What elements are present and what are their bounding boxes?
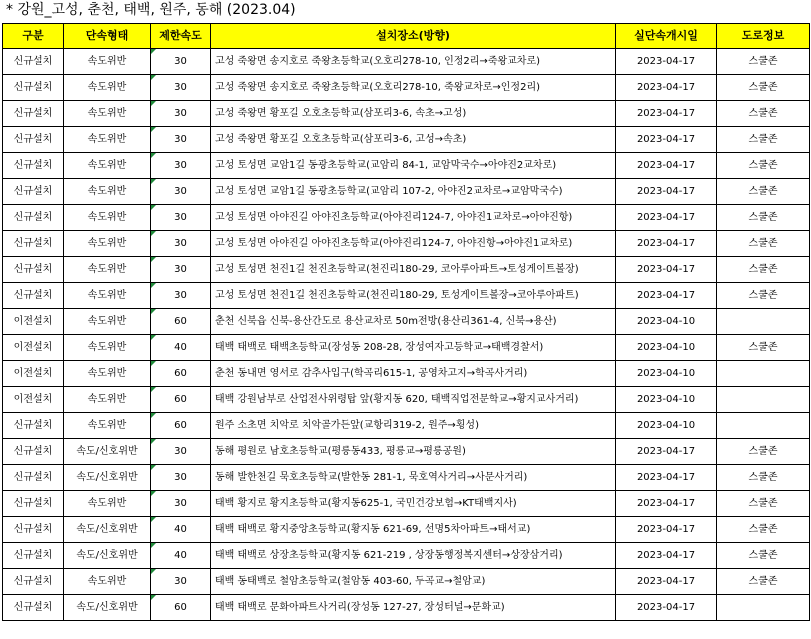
table-row xyxy=(3,439,810,465)
camera-table xyxy=(2,23,810,621)
table-row xyxy=(3,75,810,101)
cell-road-info: 스쿨존 xyxy=(717,543,810,569)
cell-speed-limit: 30 xyxy=(151,439,211,465)
cell-speed-limit: 30 xyxy=(151,205,211,231)
cell-category: 신규설치 xyxy=(3,231,64,257)
cell-road-info: 스쿨존 xyxy=(717,517,810,543)
cell-enforcement-type: 속도위반 xyxy=(64,491,151,517)
cell-road-info xyxy=(717,309,810,335)
table-row xyxy=(3,309,810,335)
cell-category: 신규설치 xyxy=(3,75,64,101)
cell-speed-limit: 30 xyxy=(151,75,211,101)
cell-start-date: 2023-04-17 xyxy=(616,49,717,75)
cell-start-date: 2023-04-17 xyxy=(616,231,717,257)
cell-road-info: 스쿨존 xyxy=(717,569,810,595)
cell-road-info: 스쿨존 xyxy=(717,491,810,517)
cell-speed-limit: 60 xyxy=(151,309,211,335)
cell-location: 태백 태백로 태백초등학교(장성동 208-28, 장성여자고등학교→태백경찰서) xyxy=(211,335,616,361)
table-row xyxy=(3,49,810,75)
cell-enforcement-type: 속도위반 xyxy=(64,309,151,335)
cell-start-date: 2023-04-10 xyxy=(616,387,717,413)
header-start-date: 실단속개시일 xyxy=(616,24,717,49)
cell-location: 고성 토성면 교암1길 동광초등학교(교암리 84-1, 교암막국수→아야진2교차로) xyxy=(211,153,616,179)
cell-enforcement-type: 속도위반 xyxy=(64,153,151,179)
table-row xyxy=(3,465,810,491)
header-road-info: 도로정보 xyxy=(717,24,810,49)
cell-enforcement-type: 속도위반 xyxy=(64,49,151,75)
table-row xyxy=(3,153,810,179)
table-row xyxy=(3,543,810,569)
cell-location: 고성 토성면 천진1길 천진초등학교(천진리180-29, 토성게이트볼장→코아루아파트) xyxy=(211,283,616,309)
cell-speed-limit: 60 xyxy=(151,595,211,621)
table-row xyxy=(3,413,810,439)
cell-road-info: 스쿨존 xyxy=(717,439,810,465)
cell-category: 신규설치 xyxy=(3,153,64,179)
cell-road-info: 스쿨존 xyxy=(717,127,810,153)
cell-category: 이전설치 xyxy=(3,309,64,335)
cell-category: 이전설치 xyxy=(3,387,64,413)
cell-category: 신규설치 xyxy=(3,49,64,75)
cell-category: 이전설치 xyxy=(3,335,64,361)
cell-location: 춘천 신북읍 신북-용산간도로 용산교차로 50m전방(용산리361-4, 신북→용산) xyxy=(211,309,616,335)
table-row xyxy=(3,491,810,517)
cell-start-date: 2023-04-17 xyxy=(616,439,717,465)
cell-location: 태백 황지로 황지초등학교(황지동625-1, 국민건강보험→KT태백지사) xyxy=(211,491,616,517)
cell-road-info: 스쿨존 xyxy=(717,465,810,491)
cell-category: 신규설치 xyxy=(3,465,64,491)
cell-road-info: 스쿨존 xyxy=(717,101,810,127)
cell-enforcement-type: 속도위반 xyxy=(64,127,151,153)
cell-category: 신규설치 xyxy=(3,101,64,127)
cell-location: 고성 죽왕면 황포길 오호초등학교(삼포리3-6, 속초→고성) xyxy=(211,101,616,127)
cell-enforcement-type: 속도위반 xyxy=(64,205,151,231)
cell-category: 신규설치 xyxy=(3,205,64,231)
cell-category: 신규설치 xyxy=(3,543,64,569)
cell-start-date: 2023-04-17 xyxy=(616,569,717,595)
cell-road-info: 스쿨존 xyxy=(717,153,810,179)
cell-category: 신규설치 xyxy=(3,595,64,621)
cell-speed-limit: 30 xyxy=(151,283,211,309)
cell-location: 고성 토성면 천진1길 천진초등학교(천진리180-29, 코아루아파트→토성게이트볼장) xyxy=(211,257,616,283)
cell-enforcement-type: 속도위반 xyxy=(64,231,151,257)
cell-start-date: 2023-04-17 xyxy=(616,543,717,569)
table-row xyxy=(3,101,810,127)
table-row xyxy=(3,205,810,231)
cell-location: 동해 평원로 남호초등학교(평릉동433, 평릉교→평릉공원) xyxy=(211,439,616,465)
cell-start-date: 2023-04-17 xyxy=(616,127,717,153)
cell-road-info: 스쿨존 xyxy=(717,49,810,75)
cell-road-info: 스쿨존 xyxy=(717,335,810,361)
cell-road-info xyxy=(717,387,810,413)
cell-start-date: 2023-04-10 xyxy=(616,413,717,439)
cell-start-date: 2023-04-10 xyxy=(616,335,717,361)
header-speed-limit: 제한속도 xyxy=(151,24,211,49)
cell-enforcement-type: 속도위반 xyxy=(64,413,151,439)
cell-road-info xyxy=(717,413,810,439)
cell-category: 신규설치 xyxy=(3,179,64,205)
cell-location: 고성 토성면 아야진길 아야진초등학교(아야진리124-7, 아야진항→아야진1교차로) xyxy=(211,231,616,257)
cell-speed-limit: 30 xyxy=(151,257,211,283)
cell-speed-limit: 30 xyxy=(151,231,211,257)
cell-speed-limit: 60 xyxy=(151,387,211,413)
cell-start-date: 2023-04-17 xyxy=(616,101,717,127)
cell-speed-limit: 40 xyxy=(151,517,211,543)
cell-category: 신규설치 xyxy=(3,517,64,543)
cell-location: 태백 태백로 황지중앙초등학교(황지동 621-69, 선명5차아파트→태서교) xyxy=(211,517,616,543)
header-location: 설치장소(방향) xyxy=(211,24,616,49)
cell-location: 고성 토성면 교암1길 동광초등학교(교암리 107-2, 아야진2교차로→교암막국수) xyxy=(211,179,616,205)
cell-enforcement-type: 속도위반 xyxy=(64,569,151,595)
page-title: * 강원_고성, 춘천, 태백, 원주, 동해 (2023.04) xyxy=(6,2,296,18)
cell-speed-limit: 30 xyxy=(151,101,211,127)
cell-location: 고성 토성면 아야진길 아야진초등학교(아야진리124-7, 아야진1교차로→아야진항) xyxy=(211,205,616,231)
cell-start-date: 2023-04-17 xyxy=(616,465,717,491)
cell-start-date: 2023-04-17 xyxy=(616,491,717,517)
cell-location: 태백 태백로 상장초등학교(황지동 621-219 , 상장동행정복지센터→상장삼거리) xyxy=(211,543,616,569)
table-row xyxy=(3,517,810,543)
table-row xyxy=(3,595,810,621)
cell-start-date: 2023-04-17 xyxy=(616,595,717,621)
cell-speed-limit: 40 xyxy=(151,543,211,569)
cell-enforcement-type: 속도/신호위반 xyxy=(64,439,151,465)
cell-enforcement-type: 속도위반 xyxy=(64,257,151,283)
cell-speed-limit: 30 xyxy=(151,179,211,205)
table-row xyxy=(3,361,810,387)
cell-start-date: 2023-04-17 xyxy=(616,283,717,309)
header-enforcement-type: 단속형태 xyxy=(64,24,151,49)
cell-road-info: 스쿨존 xyxy=(717,231,810,257)
cell-speed-limit: 40 xyxy=(151,335,211,361)
table-row xyxy=(3,283,810,309)
cell-enforcement-type: 속도위반 xyxy=(64,361,151,387)
cell-enforcement-type: 속도위반 xyxy=(64,335,151,361)
cell-start-date: 2023-04-17 xyxy=(616,257,717,283)
cell-location: 원주 소초면 치악로 치악골가든앞(교항리319-2, 원주→횡성) xyxy=(211,413,616,439)
cell-road-info: 스쿨존 xyxy=(717,179,810,205)
cell-category: 신규설치 xyxy=(3,257,64,283)
cell-road-info: 스쿨존 xyxy=(717,75,810,101)
cell-enforcement-type: 속도/신호위반 xyxy=(64,517,151,543)
cell-location: 춘천 동내면 영서로 감추사입구(학곡리615-1, 공영차고지→학곡사거리) xyxy=(211,361,616,387)
cell-enforcement-type: 속도/신호위반 xyxy=(64,465,151,491)
cell-location: 태백 동태백로 철암초등학교(철암동 403-60, 두곡교→철암교) xyxy=(211,569,616,595)
cell-location: 고성 죽왕면 송지호로 죽왕초등학교(오호리278-10, 인정2리→죽왕교차로) xyxy=(211,49,616,75)
cell-location: 태백 태백로 문화아파트사거리(장성동 127-27, 장성터널→문화교) xyxy=(211,595,616,621)
cell-road-info: 스쿨존 xyxy=(717,283,810,309)
cell-category: 이전설치 xyxy=(3,361,64,387)
cell-location: 태백 강원남부로 산업전사위령탑 앞(황지동 620, 태백직업전문학교→황지교사거리) xyxy=(211,387,616,413)
cell-category: 신규설치 xyxy=(3,413,64,439)
cell-road-info: 스쿨존 xyxy=(717,205,810,231)
cell-enforcement-type: 속도위반 xyxy=(64,387,151,413)
cell-start-date: 2023-04-17 xyxy=(616,75,717,101)
cell-enforcement-type: 속도/신호위반 xyxy=(64,595,151,621)
cell-category: 신규설치 xyxy=(3,439,64,465)
table-row xyxy=(3,231,810,257)
cell-start-date: 2023-04-17 xyxy=(616,153,717,179)
table-header-row xyxy=(3,24,810,49)
cell-category: 신규설치 xyxy=(3,569,64,595)
cell-speed-limit: 30 xyxy=(151,153,211,179)
cell-start-date: 2023-04-17 xyxy=(616,205,717,231)
cell-category: 신규설치 xyxy=(3,127,64,153)
cell-speed-limit: 60 xyxy=(151,413,211,439)
table-row xyxy=(3,387,810,413)
cell-location: 고성 죽왕면 송지호로 죽왕초등학교(오호리278-10, 죽왕교차로→인정2리) xyxy=(211,75,616,101)
cell-speed-limit: 30 xyxy=(151,49,211,75)
cell-enforcement-type: 속도위반 xyxy=(64,75,151,101)
cell-category: 신규설치 xyxy=(3,283,64,309)
cell-enforcement-type: 속도위반 xyxy=(64,101,151,127)
cell-road-info xyxy=(717,361,810,387)
table-row xyxy=(3,179,810,205)
header-category: 구분 xyxy=(3,24,64,49)
table-row xyxy=(3,257,810,283)
cell-road-info xyxy=(717,595,810,621)
cell-location: 동해 발한천길 묵호초등학교(발한동 281-1, 묵호역사거리→사문사거리) xyxy=(211,465,616,491)
table-row xyxy=(3,127,810,153)
cell-speed-limit: 30 xyxy=(151,127,211,153)
cell-speed-limit: 60 xyxy=(151,361,211,387)
table-row xyxy=(3,335,810,361)
cell-enforcement-type: 속도위반 xyxy=(64,283,151,309)
cell-speed-limit: 30 xyxy=(151,569,211,595)
cell-enforcement-type: 속도위반 xyxy=(64,179,151,205)
cell-location: 고성 죽왕면 황포길 오호초등학교(삼포리3-6, 고성→속초) xyxy=(211,127,616,153)
table-row xyxy=(3,569,810,595)
cell-start-date: 2023-04-10 xyxy=(616,309,717,335)
cell-start-date: 2023-04-10 xyxy=(616,361,717,387)
cell-category: 신규설치 xyxy=(3,491,64,517)
cell-speed-limit: 30 xyxy=(151,465,211,491)
cell-enforcement-type: 속도/신호위반 xyxy=(64,543,151,569)
cell-speed-limit: 30 xyxy=(151,491,211,517)
cell-road-info: 스쿨존 xyxy=(717,257,810,283)
cell-start-date: 2023-04-17 xyxy=(616,517,717,543)
cell-start-date: 2023-04-17 xyxy=(616,179,717,205)
